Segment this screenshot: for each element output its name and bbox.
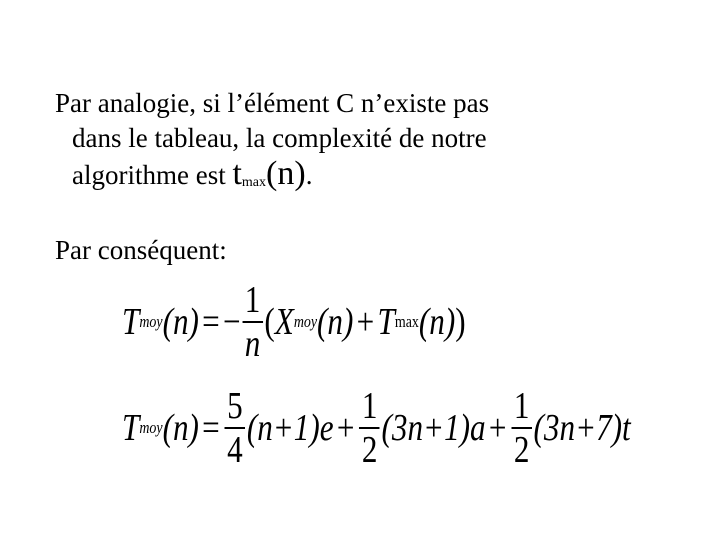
f1-X-arg: (n) <box>317 301 354 343</box>
f2-frac1-numerator: 5 <box>227 385 243 427</box>
tmax-argument: (n) <box>266 155 306 192</box>
f2-fraction-2 <box>359 387 380 469</box>
f1-equals: = <box>202 301 220 343</box>
f2-frac2-numerator: 1 <box>361 385 378 427</box>
f2-term-1: (n+1)e <box>246 407 334 449</box>
f2-fraction-3 <box>511 387 531 469</box>
f1-T2-subscript: max <box>394 312 419 331</box>
f2-T: T <box>122 407 140 449</box>
f2-term-3: (3n+7)t <box>533 407 631 449</box>
paragraph-line-1: Par analogie, si l’élément C n’existe pas <box>55 88 490 118</box>
f2-frac3-denominator: 2 <box>513 429 530 471</box>
line3-period: . <box>305 160 313 190</box>
f1-T: T <box>122 301 140 343</box>
f2-frac3-numerator: 1 <box>513 385 530 427</box>
f2-term-2: (3n+1)a <box>381 407 486 449</box>
f1-X: X <box>274 301 294 343</box>
paragraph-par-consequent <box>55 233 675 268</box>
f1-T-arg: (n) <box>162 301 199 343</box>
line3-prefix: algorithme est <box>72 160 233 190</box>
f2-frac2-denominator: 2 <box>361 429 378 471</box>
f2-equals: = <box>202 407 220 449</box>
f1-minus: − <box>223 301 241 343</box>
f1-T2: T <box>377 301 395 343</box>
f1-X-subscript: moy <box>293 312 318 331</box>
f2-frac1-denominator: 4 <box>227 429 243 471</box>
f2-plus-2: + <box>488 407 507 449</box>
f2-plus-1: + <box>336 407 355 449</box>
f2-fraction-1 <box>225 387 246 469</box>
f2-T-arg: (n) <box>162 407 199 449</box>
f1-close-paren: ) <box>455 301 466 343</box>
f1-T-subscript: moy <box>139 312 163 331</box>
f2-T-subscript: moy <box>139 418 163 437</box>
paragraph-analogie <box>55 86 675 200</box>
f1-open-paren: ( <box>264 301 275 343</box>
f1-frac-numerator: 1 <box>244 279 261 321</box>
par-consequent-text: Par conséquent: <box>55 235 227 265</box>
paragraph-line-2: dans le tableau, la complexité de notre <box>72 123 487 153</box>
paragraph-line-3 <box>55 156 675 200</box>
f1-frac-denominator: n <box>244 323 261 365</box>
formula-tmoy-2 <box>122 383 631 473</box>
tmax-subscript: max <box>241 175 267 190</box>
tmax-t: t <box>232 155 242 192</box>
f1-plus: + <box>356 301 375 343</box>
f1-fraction <box>242 281 263 363</box>
f1-T2-arg: (n) <box>418 301 456 343</box>
formula-tmoy-1 <box>122 277 466 367</box>
